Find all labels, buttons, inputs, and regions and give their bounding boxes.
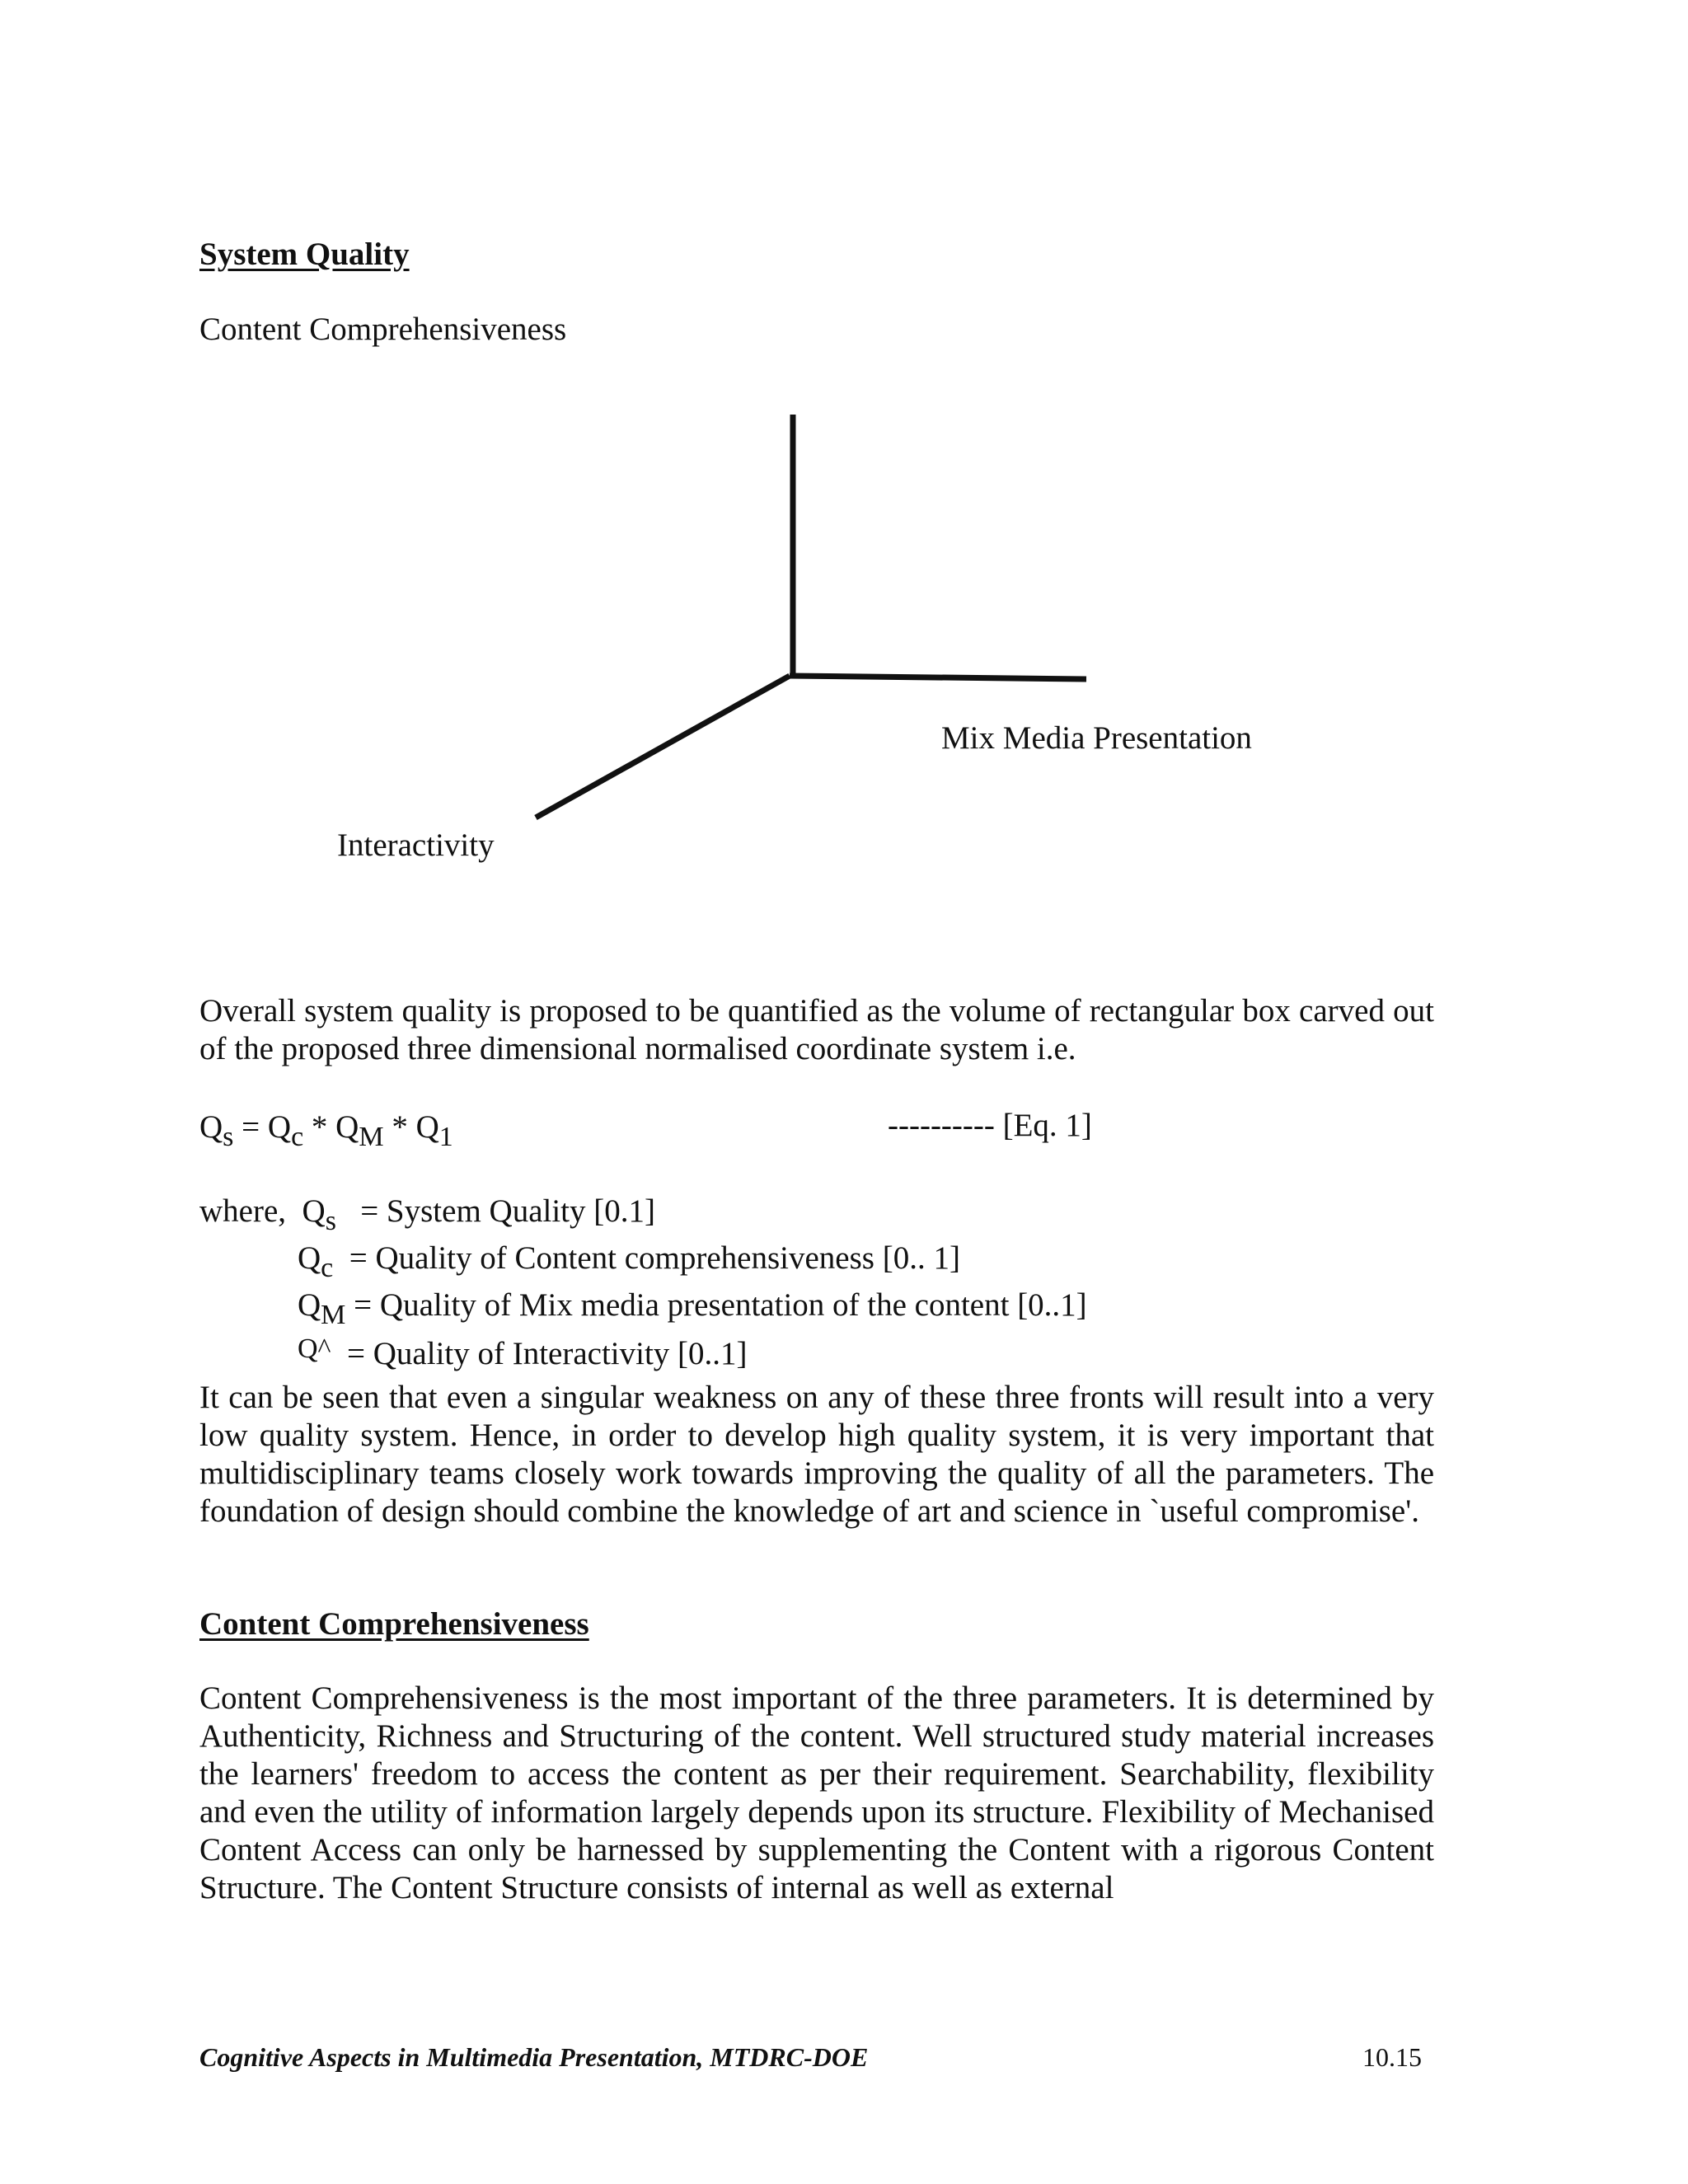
qm-symbol: Q: [298, 1287, 321, 1323]
qc-symbol: Q: [298, 1240, 321, 1276]
eq-sub-m: M: [359, 1122, 384, 1152]
definition-qi: [298, 1335, 748, 1375]
qm-definition: = Quality of Mix media presentation of the content [0..1]: [354, 1287, 1087, 1323]
where-label: where,: [199, 1193, 287, 1229]
qs-symbol: Q: [302, 1193, 326, 1229]
content-comprehensiveness-heading: Content Comprehensiveness: [199, 1606, 589, 1642]
axis-label-mix-media: Mix Media Presentation: [941, 720, 1252, 756]
eq-q-1: Q: [415, 1109, 439, 1145]
page-number: 10.15: [1362, 2042, 1422, 2072]
horizontal-axis: [790, 676, 1086, 679]
qi-definition: = Quality of Interactivity [0..1]: [347, 1336, 748, 1371]
footer-title: Cognitive Aspects in Multimedia Presentation, MTDRC-DOE: [199, 2042, 869, 2072]
eq-times-1: *: [311, 1109, 328, 1145]
qi-symbol: Q^: [298, 1333, 331, 1364]
qs-sub: s: [325, 1206, 336, 1236]
definition-qm: [298, 1286, 1087, 1330]
definition-qc: [298, 1240, 960, 1283]
qc-definition: = Quality of Content comprehensiveness [0.. 1]: [349, 1240, 960, 1276]
axis-label-interactivity: Interactivity: [337, 827, 495, 863]
axis-label-content-comprehensiveness: Content Comprehensiveness: [199, 312, 567, 347]
section-heading: System Quality: [199, 237, 410, 272]
paragraph-content-comprehensiveness: Content Comprehensiveness is the most important of the three parameters. It is determined by Authenticity, Richness and Structuring of the content. Well structured study material increases the learners' freedom to access the content as per their requirement. Searchability, flexibility and even the utility of information largely depends upon its structure. Flexibility of Mechanised Content Access can only be harnessed by supplementing the Content with a rigorous Content Structure. The Content Structure consists of internal as well as external: [199, 1680, 1434, 1905]
qs-definition: = System Quality [0.1]: [360, 1193, 655, 1229]
paragraph-overall-quality: Overall system quality is proposed to be quantified as the volume of rectangular box carved out of the proposed three dimensional normalised coordinate system i.e.: [199, 993, 1434, 1066]
eq-sub-c: c: [291, 1122, 304, 1152]
eq-times-2: *: [392, 1109, 408, 1145]
equation-label: ---------- [Eq. 1]: [888, 1108, 1092, 1143]
diagonal-axis: [536, 676, 790, 818]
qc-sub: c: [321, 1253, 334, 1283]
paragraph-weakness: It can be seen that even a singular weakness on any of these three fronts will result into a very low quality system. Hence, in order to develop high quality system, it is very important that multidisciplinary teams closely work towards improving the quality of all the parameters. The foundation of design should combine the knowledge of art and science in `useful compromise'.: [199, 1380, 1434, 1529]
definition-qs: [199, 1193, 655, 1236]
eq-q-m: Q: [335, 1109, 359, 1145]
eq-q-s: Q: [199, 1109, 223, 1145]
equation-system-quality: [199, 1108, 453, 1152]
eq-q-c: Q: [267, 1109, 292, 1145]
eq-equals: =: [241, 1109, 260, 1145]
qm-sub: M: [321, 1300, 346, 1330]
eq-sub-s: s: [223, 1122, 234, 1152]
eq-sub-1: 1: [438, 1122, 453, 1152]
